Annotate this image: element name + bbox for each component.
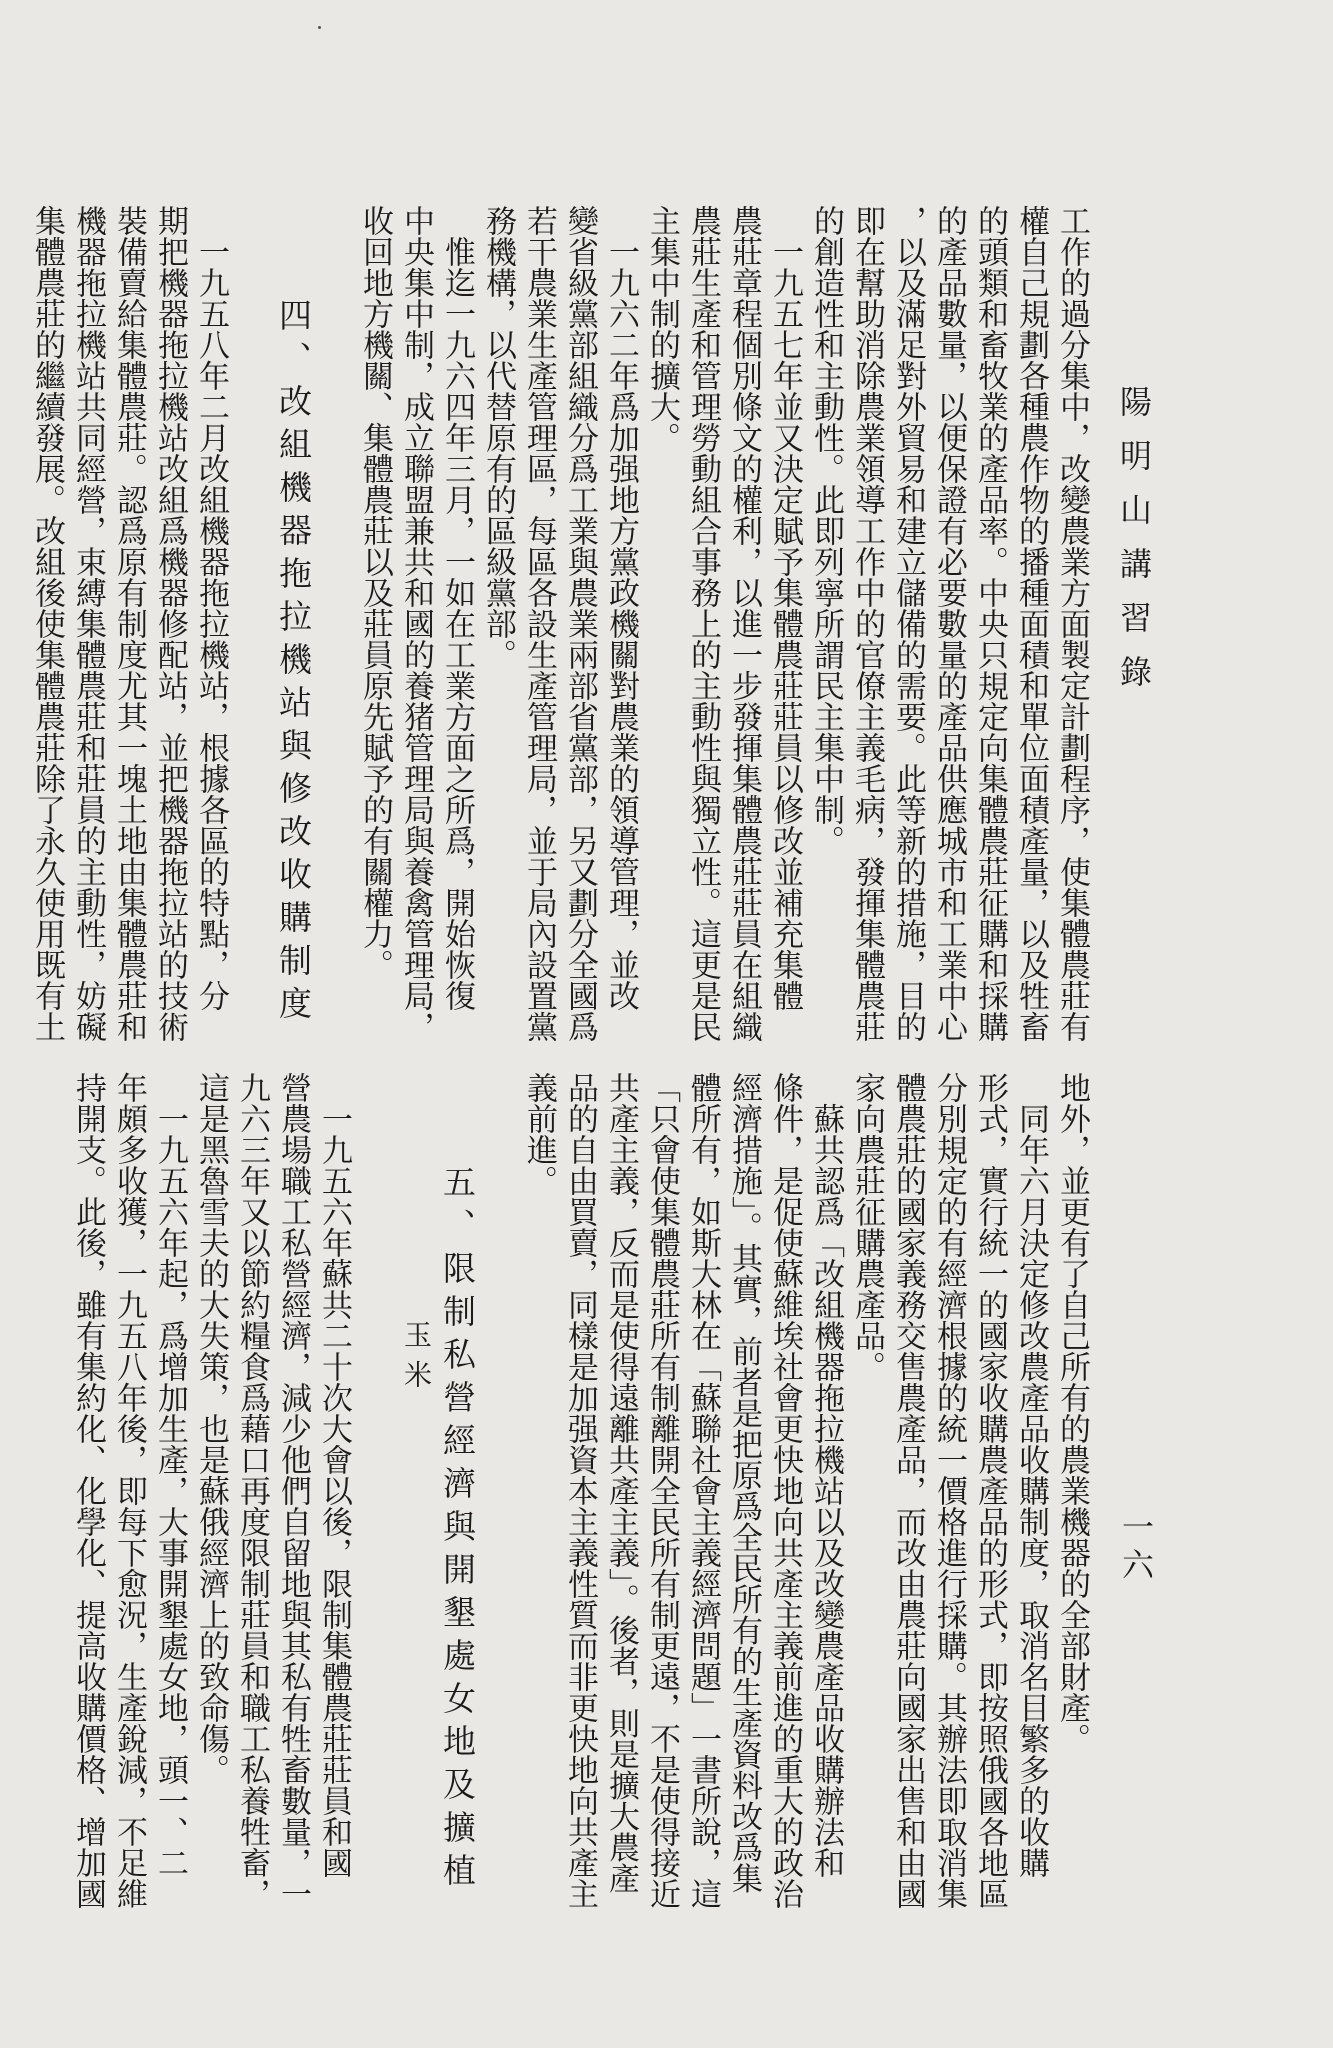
page-number: 一六 bbox=[1117, 1510, 1155, 1586]
paragraph: 一九五六年蘇共二十次大會以後，限制集體農莊莊員和國 營農場職工私營經濟，減少他們自留地與其私有牲畜數量，一 九六三年又以節約糧食爲藉口再度限制莊員和職工私養牲畜， 這是黑魯雪夫的大失策，也是蘇俄經濟上的致命傷。 bbox=[193, 1072, 352, 1909]
paper-speck bbox=[318, 26, 321, 29]
section-heading-4: 四、改組機器拖拉機站與修改收購制度 bbox=[274, 298, 313, 1029]
paragraph: 同年六月決定修改農產品收購制度，取消名目繁多的收購 形式，實行統一的國家收購農產品的形式，即按照俄國各地區 分別規定的有經濟根據的統一價格進行採購。其辦法即取消集 體農莊的國家義務交售農產品，而改由農莊向國家出售和由國 家向農莊征購農產品。 bbox=[849, 1072, 1049, 1909]
paragraph: 地外，並更有了自己所有的農業機器的全部財產。 bbox=[1054, 1072, 1090, 1754]
paragraph: 工作的過分集中，改變農業方面製定計劃程序，使集體農莊有 權自己規劃各種農作物的播種面積和單位面積產量，以及牲畜 的頭類和畜牧業的產品率。中央只規定向集體農莊征購和採購 的產品數量，以便保證有必要數量的產品供應城市和工業中心 ，以及滿足對外貿易和建立儲備的需要。此等新的措施，目的 即在幫助消除農業領導工作中的官僚主義毛病，發揮集體農莊 的創造性和主動性。此即列寧所謂民主集中制。 bbox=[808, 205, 1090, 1042]
section-heading-5: 五、限制私營經濟與開墾處女地及擴植 bbox=[438, 1165, 477, 1896]
paragraph: 一九六二年爲加强地方黨政機關對農業的領導管理，並改 變省級黨部組織分爲工業與農業兩部省黨部，另又劃分全國爲 若干農業生產管理區，每區各設生產管理局，並于局內設置黨 務機構，以代替原有的區級黨部。 bbox=[480, 205, 639, 1042]
lower-text-block bbox=[72, 1072, 1092, 1952]
running-title: 陽明山講習錄 bbox=[1115, 385, 1153, 709]
paragraph: 惟迄一九六四年三月，一如在工業方面之所爲，開始恢復 中央集中制，成立聯盟兼共和國的養猪管理局與養禽管理局， 收回地方機關、集體農莊以及莊員原先賦予的有關權力。 bbox=[357, 205, 475, 1042]
paragraph: 一九五八年二月改組機器拖拉機站，根據各區的特點，分 期把機器拖拉機站改組爲機器修配站，並把機器拖拉站的技術 裝備賣給集體農莊。認爲原有制度尤其一塊土地由集體農莊和 機器拖拉機站共同經營，束縛集體農莊和莊員的主動性，妨礙 集體農莊的繼續發展。改組後使集體農莊除了永久使用既有土 bbox=[29, 205, 229, 1042]
upper-text-block bbox=[29, 205, 1092, 1042]
paragraph: 一九五六年起，爲增加生產，大事開墾處女地，頭一、二 年頗多收獲，一九五八年後，即每下愈況，生產銳減，不足維 持開支。此後，雖有集約化、化學化、提高收購價格、增加國 bbox=[70, 1072, 188, 1909]
section-heading-5-continuation: 玉米 bbox=[400, 1320, 433, 1400]
paragraph: 蘇共認爲「改組機器拖拉機站以及改變農產品收購辦法和 條件，是促使蘇維埃社會更快地向共產主義前進的重大的政治 經濟措施」。其實，前者是把原爲全民所有的生產資料改爲集 體所有，如斯大林在「蘇聯社會主義經濟問題」一書所說，這 「只會使集體農莊所有制離開全民所有制更遠，不是使得接近 共產主義，反而是使得遠離共產主義」。後者，則是擴大農產 品的自由買賣，同樣是加强資本主義性質而非更快地向共產主 義前進。 bbox=[521, 1072, 844, 1909]
paragraph: 一九五七年並又決定賦予集體農莊莊員以修改並補充集體 農莊章程個別條文的權利，以進一步發揮集體農莊莊員在組織 農莊生產和管理勞動組合事務上的主動性與獨立性。這更是民 主集中制的擴大。 bbox=[644, 205, 803, 1042]
